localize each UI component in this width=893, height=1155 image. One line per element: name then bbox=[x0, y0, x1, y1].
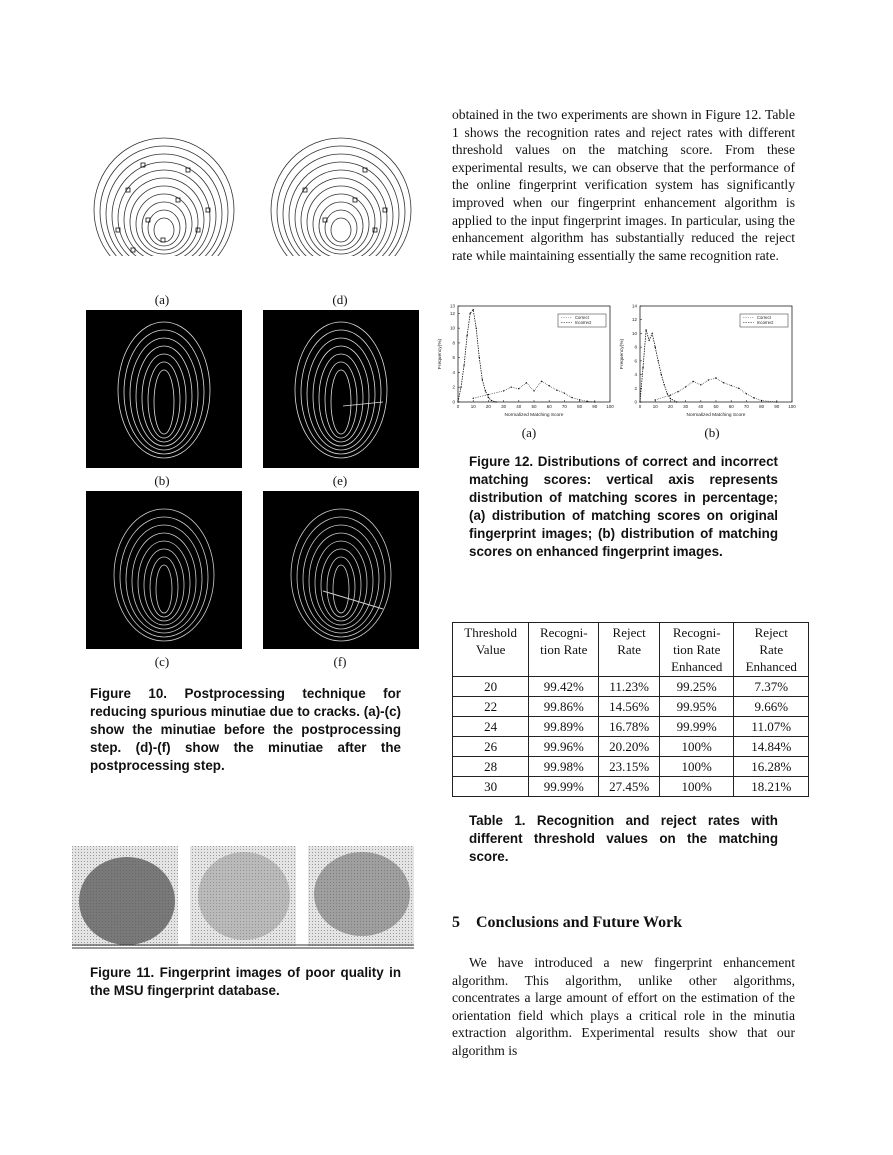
data-point bbox=[460, 387, 461, 388]
legend-entry: Correct bbox=[575, 315, 589, 320]
table-cell: 27.45% bbox=[599, 777, 660, 797]
x-tick-label: 20 bbox=[485, 404, 491, 409]
table-cell: 99.95% bbox=[659, 697, 733, 717]
fig10-panel-e bbox=[263, 310, 419, 468]
series-line-incorrect bbox=[458, 310, 496, 402]
paragraph-top: obtained in the two experiments are shown in Figure 12. Table 1 shows the recognition rates and reject rates with different threshold values on the matching score. From these experimental results, we can observe that the performance of the online fingerprint verification system has significantly improved when our fingerprint enhancement algorithm is applied to the input fingerprint images. In particular, using the enhancement algorithm has substantially reduced the reject rate while maintaining essentially the same recognition rate. bbox=[452, 107, 795, 263]
data-point bbox=[645, 329, 646, 330]
data-point bbox=[670, 394, 671, 395]
data-point bbox=[485, 390, 486, 391]
table-row bbox=[453, 777, 809, 797]
x-tick-label: 100 bbox=[788, 404, 796, 409]
fig12-chart-b bbox=[614, 300, 800, 418]
table-cell: 100% bbox=[659, 737, 733, 757]
data-point bbox=[594, 401, 595, 402]
data-point bbox=[571, 397, 572, 398]
table-cell: 20.20% bbox=[599, 737, 660, 757]
x-tick-label: 60 bbox=[546, 404, 552, 409]
series-line-incorrect bbox=[640, 330, 677, 402]
header-line: Rate bbox=[759, 642, 784, 657]
x-tick-label: 30 bbox=[501, 404, 507, 409]
data-point bbox=[677, 391, 678, 392]
header-line: Reject bbox=[754, 625, 788, 640]
data-point bbox=[655, 399, 656, 400]
x-tick-label: 50 bbox=[531, 404, 537, 409]
data-point bbox=[579, 399, 580, 400]
table-cell: 26 bbox=[453, 737, 529, 757]
header-line: Recogni- bbox=[539, 625, 588, 640]
data-point bbox=[457, 401, 458, 402]
y-tick-label: 14 bbox=[631, 303, 637, 309]
table-row bbox=[453, 677, 809, 697]
series-line-correct bbox=[473, 381, 595, 402]
fig10-panel-d bbox=[263, 128, 419, 288]
data-point bbox=[676, 401, 677, 402]
x-tick-label: 40 bbox=[698, 404, 704, 409]
header-line: tion Rate bbox=[673, 642, 721, 657]
x-tick-label: 40 bbox=[516, 404, 522, 409]
fig10-label-a: (a) bbox=[154, 292, 170, 307]
data-point bbox=[469, 313, 470, 314]
table-cell: 7.37% bbox=[734, 677, 809, 697]
fig10-label-d: (d) bbox=[332, 292, 348, 307]
data-point bbox=[664, 384, 665, 385]
x-tick-label: 70 bbox=[743, 404, 749, 409]
y-tick-label: 12 bbox=[631, 317, 637, 323]
data-point bbox=[482, 379, 483, 380]
data-point bbox=[731, 385, 732, 386]
x-tick-label: 100 bbox=[606, 404, 614, 409]
table-cell: 14.84% bbox=[734, 737, 809, 757]
data-point bbox=[549, 385, 550, 386]
fig12-label-b: (b) bbox=[704, 425, 720, 440]
table-cell: 16.28% bbox=[734, 757, 809, 777]
table-cell: 99.25% bbox=[659, 677, 733, 697]
col-reject-enhanced bbox=[734, 623, 809, 677]
data-point bbox=[466, 335, 467, 336]
x-tick-label: 0 bbox=[456, 404, 460, 409]
x-tick-label: 90 bbox=[774, 404, 780, 409]
data-point bbox=[479, 357, 480, 358]
table-cell: 99.96% bbox=[529, 737, 599, 757]
fig10-panel-b bbox=[86, 310, 242, 468]
data-point bbox=[685, 386, 686, 387]
table1-caption: Table 1. Recognition and reject rates with different threshold values on the matching score. bbox=[469, 813, 778, 864]
table-cell: 20 bbox=[453, 677, 529, 697]
table-cell: 9.66% bbox=[734, 697, 809, 717]
col-recognition-enhanced bbox=[659, 623, 733, 677]
data-point bbox=[473, 309, 474, 310]
y-tick-label: 4 bbox=[634, 372, 637, 378]
data-point bbox=[667, 393, 668, 394]
col-recognition-rate bbox=[529, 623, 599, 677]
data-point bbox=[723, 382, 724, 383]
fig10-label-b: (b) bbox=[154, 473, 170, 488]
data-point bbox=[670, 398, 671, 399]
data-point bbox=[564, 392, 565, 393]
data-point bbox=[511, 387, 512, 388]
fig12-caption: Figure 12. Distributions of correct and incorrect matching scores: vertical axis represents distribution of matching scores in percentage; (a) distribution of matching scores on original fingerprint images; (b) distribution of matching scores on enhanced fingerprint images. bbox=[469, 454, 778, 559]
x-tick-label: 20 bbox=[667, 404, 673, 409]
data-point bbox=[541, 381, 542, 382]
legend-entry: Incorrect bbox=[757, 320, 774, 325]
data-point bbox=[556, 389, 557, 390]
data-point bbox=[642, 367, 643, 368]
data-point bbox=[639, 401, 640, 402]
data-point bbox=[715, 377, 716, 378]
data-point bbox=[488, 394, 489, 395]
x-axis-label: Normalized Matching Score bbox=[504, 413, 564, 418]
data-point bbox=[658, 360, 659, 361]
data-point bbox=[655, 346, 656, 347]
y-tick-label: 10 bbox=[631, 330, 637, 336]
table-header-row bbox=[453, 623, 809, 677]
fig10-panel-c bbox=[86, 491, 242, 649]
fig10-label-f: (f) bbox=[333, 654, 347, 669]
data-point bbox=[746, 393, 747, 394]
data-point bbox=[503, 390, 504, 391]
table-cell: 23.15% bbox=[599, 757, 660, 777]
x-tick-label: 60 bbox=[728, 404, 734, 409]
header-line: Recogni- bbox=[672, 625, 721, 640]
header-line: Value bbox=[475, 642, 506, 657]
table-cell: 18.21% bbox=[734, 777, 809, 797]
legend-entry: Incorrect bbox=[575, 320, 592, 325]
y-tick-label: 10 bbox=[449, 325, 455, 331]
fig10-label-e: (e) bbox=[332, 473, 348, 488]
table-cell: 14.56% bbox=[599, 697, 660, 717]
x-tick-label: 10 bbox=[470, 404, 476, 409]
fig11-images bbox=[72, 846, 414, 950]
y-tick-label: 6 bbox=[452, 355, 455, 361]
data-point bbox=[761, 400, 762, 401]
section-heading bbox=[452, 914, 682, 932]
data-point bbox=[526, 382, 527, 383]
y-tick-label: 2 bbox=[634, 385, 637, 391]
fig10-label-c: (c) bbox=[154, 654, 170, 669]
table-cell: 22 bbox=[453, 697, 529, 717]
data-point bbox=[463, 364, 464, 365]
table-cell: 28 bbox=[453, 757, 529, 777]
data-point bbox=[693, 381, 694, 382]
data-point bbox=[495, 401, 496, 402]
table-cell: 99.98% bbox=[529, 757, 599, 777]
data-point bbox=[776, 401, 777, 402]
data-point bbox=[488, 397, 489, 398]
table-cell: 100% bbox=[659, 777, 733, 797]
header-line: Reject bbox=[612, 625, 646, 640]
table-cell: 100% bbox=[659, 757, 733, 777]
x-tick-label: 30 bbox=[683, 404, 689, 409]
table-cell: 30 bbox=[453, 777, 529, 797]
y-tick-label: 2 bbox=[452, 384, 455, 390]
y-tick-label: 12 bbox=[449, 310, 455, 316]
data-point bbox=[533, 390, 534, 391]
results-table bbox=[452, 622, 809, 797]
fig10-panel-a bbox=[86, 128, 242, 288]
data-point bbox=[651, 333, 652, 334]
table-cell: 16.78% bbox=[599, 717, 660, 737]
table-row bbox=[453, 717, 809, 737]
header-line: tion Rate bbox=[540, 642, 588, 657]
y-tick-label: 0 bbox=[452, 399, 455, 405]
x-tick-label: 10 bbox=[652, 404, 658, 409]
table-cell: 11.23% bbox=[599, 677, 660, 697]
y-axis-label: Frequency(%) bbox=[620, 338, 625, 370]
x-tick-label: 0 bbox=[638, 404, 642, 409]
fig10-caption: Figure 10. Postprocessing technique for reducing spurious minutiae due to cracks. (a)-(c) show the minutiae before the postprocessing step. (d)-(f) show the minutiae after the postprocessing step. bbox=[90, 686, 401, 773]
header-line: Enhanced bbox=[745, 659, 797, 674]
header-line: Enhanced bbox=[671, 659, 723, 674]
table-cell: 11.07% bbox=[734, 717, 809, 737]
x-tick-label: 70 bbox=[561, 404, 567, 409]
section-number: 5 bbox=[452, 914, 460, 931]
data-point bbox=[661, 374, 662, 375]
fig10-panel-f bbox=[263, 491, 419, 649]
fig12-label-a: (a) bbox=[521, 425, 537, 440]
table-row bbox=[453, 757, 809, 777]
col-reject-rate bbox=[599, 623, 660, 677]
table-cell: 24 bbox=[453, 717, 529, 737]
data-point bbox=[473, 398, 474, 399]
header-line: Rate bbox=[617, 642, 642, 657]
data-point bbox=[700, 384, 701, 385]
y-tick-label: 13 bbox=[449, 303, 455, 309]
data-point bbox=[587, 401, 588, 402]
fig11-caption: Figure 11. Fingerprint images of poor quality in the MSU fingerprint database. bbox=[90, 965, 401, 998]
data-point bbox=[476, 327, 477, 328]
data-point bbox=[708, 379, 709, 380]
table-cell: 99.86% bbox=[529, 697, 599, 717]
header-line: Threshold bbox=[464, 625, 517, 640]
table-row bbox=[453, 697, 809, 717]
series-line-correct bbox=[655, 378, 777, 402]
y-tick-label: 4 bbox=[452, 369, 455, 375]
y-tick-label: 8 bbox=[452, 340, 455, 346]
y-tick-label: 0 bbox=[634, 399, 637, 405]
y-tick-label: 6 bbox=[634, 358, 637, 364]
table-cell: 99.99% bbox=[529, 777, 599, 797]
table-cell: 99.42% bbox=[529, 677, 599, 697]
data-point bbox=[518, 388, 519, 389]
data-point bbox=[753, 397, 754, 398]
x-tick-label: 80 bbox=[577, 404, 583, 409]
fig12-chart-a bbox=[432, 300, 618, 418]
data-point bbox=[648, 340, 649, 341]
table-cell: 99.99% bbox=[659, 717, 733, 737]
col-threshold bbox=[453, 623, 529, 677]
y-axis-label: Frequency(%) bbox=[438, 338, 443, 370]
data-point bbox=[738, 388, 739, 389]
table-cell: 99.89% bbox=[529, 717, 599, 737]
y-tick-label: 8 bbox=[634, 344, 637, 350]
x-tick-label: 90 bbox=[592, 404, 598, 409]
legend-entry: Correct bbox=[757, 315, 771, 320]
x-tick-label: 80 bbox=[759, 404, 765, 409]
x-axis-label: Normalized Matching Score bbox=[686, 413, 746, 418]
section5-paragraph: We have introduced a new fingerprint enhancement algorithm. This algorithm, unlike other algorithms, concentrates a large amount of effort on the estimation of the orientation field which plays a critical role in the minutia extraction algorithm. Experimental results show that our algorithm is bbox=[452, 955, 795, 1058]
data-point bbox=[491, 400, 492, 401]
section-title: Conclusions and Future Work bbox=[476, 914, 683, 931]
x-tick-label: 50 bbox=[713, 404, 719, 409]
table-row bbox=[453, 737, 809, 757]
